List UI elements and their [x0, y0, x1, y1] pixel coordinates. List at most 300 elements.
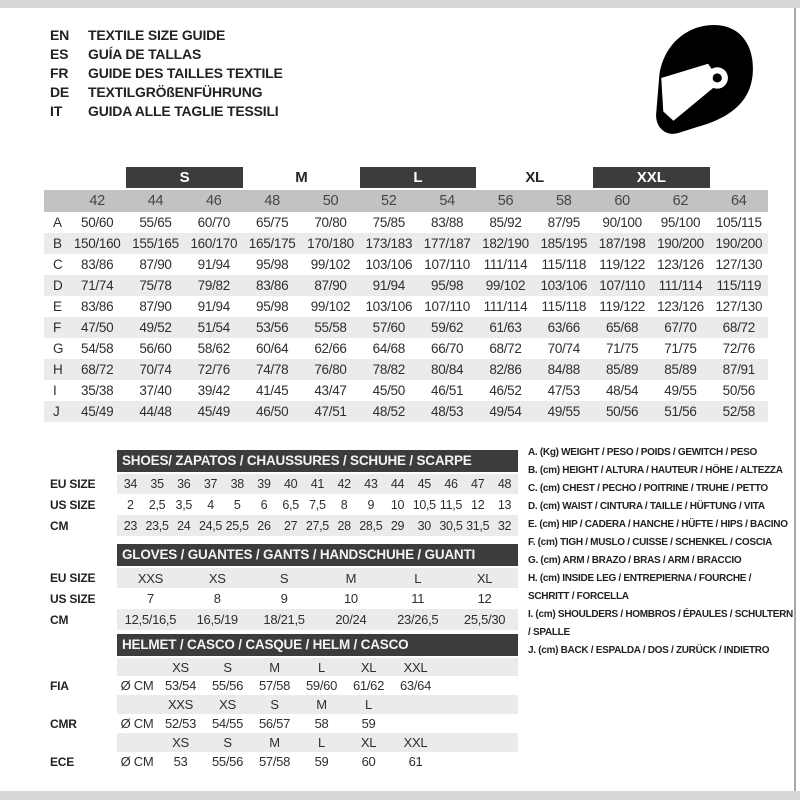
value-cell: 8	[213, 591, 221, 606]
value-cell: 56/60	[139, 341, 172, 356]
value-cell: 85/92	[489, 215, 522, 230]
value-cell: 12	[471, 497, 485, 512]
value-cell: 76/80	[301, 359, 359, 380]
value-cell: 45/49	[185, 401, 243, 422]
row-label: CM	[50, 609, 117, 630]
value-cell: 115/119	[710, 275, 768, 296]
value-cell: 18/21,5	[251, 609, 318, 630]
value-cell: 52/53	[164, 716, 197, 731]
value-cell: S	[251, 567, 318, 588]
value-cell: 44/48	[126, 401, 184, 422]
value-cell: 34	[117, 473, 144, 494]
size-cell: S	[204, 733, 251, 752]
value-cell: 58	[314, 716, 329, 731]
legend-item: C. (cm) CHEST / PECHO / POITRINE / TRUHE / PETTO	[528, 483, 768, 494]
measurement-row	[44, 212, 768, 233]
value-cell: 59	[361, 716, 376, 731]
row-label: B	[44, 233, 68, 254]
legend-item: A. (Kg) WEIGHT / PESO / POIDS / GEWITCH / PESO	[528, 447, 757, 458]
value-cell: 66/70	[430, 341, 464, 356]
value-cell: 56/57	[258, 716, 291, 731]
value-cell: 7,5	[309, 497, 326, 512]
bottom-frame-strip	[0, 791, 800, 800]
value-cell: 190/200	[651, 233, 709, 254]
size-cell: S	[251, 695, 298, 714]
row-label: CM	[50, 515, 117, 536]
value-cell: 68/72	[710, 317, 768, 338]
value-cell: 53/54	[164, 678, 197, 693]
value-cell: 37	[197, 473, 224, 494]
value-cell: 45/49	[68, 401, 126, 422]
value-cell: 187/198	[593, 233, 651, 254]
value-cell: XS	[184, 567, 251, 588]
size-cell: XXL	[392, 733, 439, 752]
measurement-row	[44, 359, 768, 380]
value-cell: 87/90	[139, 257, 172, 272]
value-cell: 10	[390, 497, 405, 512]
value-cell: 6	[260, 497, 268, 512]
top-frame-strip	[0, 0, 800, 8]
value-cell: 91/94	[360, 275, 418, 296]
value-cell: 123/126	[657, 299, 704, 314]
textile-table-body	[44, 212, 768, 422]
value-cell: 127/130	[715, 257, 763, 272]
language-code: IT	[50, 102, 63, 119]
value-cell: 111/114	[483, 257, 528, 272]
value-cell: 65/75	[256, 215, 289, 230]
size-cell: 44	[126, 190, 184, 212]
diameter-unit: Ø CM	[120, 678, 154, 693]
measurement-row	[44, 233, 768, 254]
value-cell: 68/72	[68, 359, 126, 380]
value-cell: 82/86	[476, 359, 534, 380]
value-cell: 45/50	[372, 383, 405, 398]
value-cell: 28,5	[357, 515, 384, 536]
value-cell: 53	[173, 754, 188, 769]
value-cell: 38	[224, 473, 251, 494]
value-cell: 27,5	[304, 515, 331, 536]
value-cell: 9	[280, 591, 288, 606]
value-cell: 63/64	[399, 678, 432, 693]
value-cell: 111/114	[483, 299, 528, 314]
value-cell: 51/54	[185, 317, 243, 338]
size-cell: L	[298, 733, 345, 752]
value-cell: 60	[361, 754, 376, 769]
shoes-title: SHOES/ ZAPATOS / CHAUSSURES / SCHUHE / SCARPE	[117, 450, 518, 472]
language-code: FR	[50, 64, 69, 81]
value-cell: 48/54	[605, 383, 639, 398]
value-cell: 50/56	[722, 383, 755, 398]
value-cell: 71/75	[605, 341, 639, 356]
row-label: D	[44, 275, 68, 296]
value-cell: 190/200	[710, 233, 768, 254]
value-cell: 103/106	[535, 275, 593, 296]
size-cell: 60	[593, 190, 651, 212]
value-cell: 59/60	[305, 678, 338, 693]
measurement-row	[44, 338, 768, 359]
value-cell: 91/94	[197, 257, 230, 272]
row-label: I	[53, 383, 57, 398]
value-cell: 49/52	[126, 317, 184, 338]
value-cell: 11	[411, 591, 425, 606]
value-cell: 170/180	[301, 233, 359, 254]
value-cell: 24	[170, 515, 197, 536]
row-label: H	[44, 359, 68, 380]
value-cell: 70/80	[314, 215, 347, 230]
value-cell: 46/52	[489, 383, 522, 398]
value-cell: XL	[451, 567, 518, 588]
helmet-title: HELMET / CASCO / CASQUE / HELM / CASCO	[117, 634, 518, 656]
size-cell: 52	[360, 190, 418, 212]
value-cell: 10,5	[412, 497, 436, 512]
measurement-row	[44, 296, 768, 317]
size-cell: 58	[535, 190, 593, 212]
legend-item: E. (cm) HIP / CADERA / HANCHE / HÜFTE / HIPS / BACINO	[528, 519, 788, 530]
legend-item: B. (cm) HEIGHT / ALTURA / HAUTEUR / HÖHE / ALTEZZA	[528, 465, 783, 476]
value-cell: 87/95	[547, 215, 580, 230]
size-cell: XXL	[392, 657, 439, 676]
language-code: EN	[50, 26, 70, 43]
value-cell: 35	[144, 473, 171, 494]
gloves-table	[50, 544, 518, 630]
helmet-sizes-row	[50, 695, 518, 714]
value-cell: 20/24	[317, 609, 384, 630]
helmet-title-row	[50, 634, 518, 657]
value-cell: 107/110	[424, 299, 470, 314]
value-cell: 39	[251, 473, 278, 494]
value-cell: 105/115	[715, 215, 762, 230]
value-cell: 61	[408, 754, 423, 769]
value-cell: 36	[170, 473, 197, 494]
value-cell: 127/130	[715, 299, 763, 314]
value-cell: 75/78	[126, 275, 184, 296]
value-cell: 72/76	[722, 341, 755, 356]
legend-item: H. (cm) INSIDE LEG / ENTREPIERNA / FOURCHE / SCHRITT / FORCELLA	[528, 573, 752, 602]
diameter-unit: Ø CM	[120, 754, 154, 769]
size-cell: M	[251, 657, 298, 676]
row-label: G	[53, 341, 64, 356]
language-label: GUIDE DES TAILLES TEXTILE	[88, 64, 283, 81]
helmet-sizes-row	[50, 657, 518, 676]
legend-item: D. (cm) WAIST / CINTURA / TAILLE / HÜFTUNG / VITA	[528, 501, 765, 512]
value-cell: 25,5/30	[451, 609, 518, 630]
value-cell: 2,5	[148, 497, 166, 512]
value-cell: 41/45	[256, 383, 289, 398]
language-label: GUÍA DE TALLAS	[88, 45, 202, 62]
value-cell: 7	[146, 591, 154, 606]
value-cell: 12	[477, 591, 492, 606]
value-cell: 9	[367, 497, 375, 512]
size-cell: XL	[345, 733, 392, 752]
language-code: ES	[50, 45, 69, 62]
value-cell: 79/82	[185, 275, 243, 296]
value-cell: 30	[411, 515, 438, 536]
value-cell: 8	[340, 497, 348, 512]
size-cell: 54	[418, 190, 476, 212]
language-label: GUIDA ALLE TAGLIE TESSILI	[88, 102, 279, 119]
value-cell: 49/55	[535, 401, 593, 422]
value-cell: 95/100	[660, 215, 701, 230]
value-cell: 68/72	[489, 341, 522, 356]
value-cell: 103/106	[365, 257, 413, 272]
value-cell: 23	[117, 515, 144, 536]
value-cell: 40	[277, 473, 304, 494]
value-cell: 44	[384, 473, 411, 494]
size-cell	[392, 695, 439, 714]
value-cell: 46	[438, 473, 465, 494]
value-cell	[392, 714, 439, 733]
language-row	[50, 101, 283, 120]
size-cell: L	[345, 695, 392, 714]
standard-label: ECE	[50, 752, 117, 771]
value-cell: 52/58	[710, 401, 768, 422]
value-cell: 160/170	[185, 233, 243, 254]
size-cell: 62	[651, 190, 709, 212]
value-cell: 53/56	[243, 317, 301, 338]
value-cell: 50/56	[593, 401, 651, 422]
measurement-row	[44, 380, 768, 401]
size-row	[50, 567, 518, 588]
value-cell: 3,5	[175, 497, 193, 512]
value-cell: 107/110	[593, 275, 651, 296]
value-cell: 65/68	[593, 317, 651, 338]
measurement-row	[44, 275, 768, 296]
value-cell: 55/65	[139, 215, 172, 230]
value-cell: 61/62	[352, 678, 385, 693]
value-cell: 45	[411, 473, 438, 494]
value-cell: 5	[233, 497, 241, 512]
value-cell: 57/60	[360, 317, 418, 338]
value-cell: 59	[314, 754, 329, 769]
size-cell: XS	[157, 733, 204, 752]
size-cell: XL	[345, 657, 392, 676]
language-label: TEXTILGRÖßENFÜHRUNG	[88, 83, 263, 100]
legend-item: G. (cm) ARM / BRAZO / BRAS / ARM / BRACCIO	[528, 555, 742, 566]
language-row	[50, 44, 283, 63]
value-cell: 95/98	[256, 299, 289, 314]
value-cell: 12,5/16,5	[117, 609, 184, 630]
value-cell: 165/175	[243, 233, 301, 254]
size-cell: 64	[710, 190, 768, 212]
value-cell: 83/86	[243, 275, 301, 296]
value-cell: XXS	[117, 567, 184, 588]
value-cell: 61/63	[476, 317, 534, 338]
value-cell: 48/52	[360, 401, 418, 422]
value-cell: 99/102	[310, 299, 351, 314]
value-cell: 85/89	[651, 359, 709, 380]
value-cell: L	[384, 567, 451, 588]
gloves-table-body	[50, 567, 518, 630]
gloves-title-row	[50, 544, 518, 567]
value-cell: 4	[207, 497, 214, 512]
textile-size-table	[44, 167, 768, 422]
shoes-table-body	[50, 473, 518, 536]
value-cell: 84/88	[535, 359, 593, 380]
value-cell: 67/70	[651, 317, 709, 338]
value-cell: 85/89	[593, 359, 651, 380]
value-cell: 83/86	[81, 299, 114, 314]
size-group-label: XL	[525, 169, 544, 186]
value-cell: 95/98	[418, 275, 476, 296]
size-cell: XS	[204, 695, 251, 714]
value-cell: 87/90	[301, 275, 359, 296]
value-cell: 71/74	[68, 275, 126, 296]
gloves-title: GLOVES / GUANTES / GANTS / HANDSCHUHE / GUANTI	[117, 544, 518, 566]
size-group-label: L	[360, 167, 477, 188]
value-cell: 47/51	[301, 401, 359, 422]
value-cell: M	[317, 567, 384, 588]
language-row	[50, 25, 283, 44]
measurement-row	[44, 401, 768, 422]
helmet-values-row	[50, 676, 518, 695]
value-cell: 46/50	[243, 401, 301, 422]
value-cell: 72/76	[185, 359, 243, 380]
size-row	[50, 588, 518, 609]
value-cell: 111/114	[651, 275, 709, 296]
value-cell: 119/122	[599, 299, 645, 314]
value-cell: 83/88	[430, 215, 464, 230]
value-cell: 62/66	[314, 341, 347, 356]
value-cell: 32	[491, 515, 518, 536]
row-label: F	[44, 317, 68, 338]
value-cell: 27	[277, 515, 304, 536]
value-cell: 119/122	[599, 257, 645, 272]
size-cell: 48	[243, 190, 301, 212]
row-label: A	[53, 215, 62, 230]
helmet-values-row	[50, 752, 518, 771]
value-cell: 123/126	[657, 257, 704, 272]
value-cell: 54/58	[81, 341, 114, 356]
size-group-label: XXL	[593, 167, 710, 188]
language-row	[50, 82, 283, 101]
value-cell: 29	[384, 515, 411, 536]
value-cell: 10	[343, 591, 358, 606]
value-cell: 37/40	[139, 383, 172, 398]
value-cell: 70/74	[547, 341, 580, 356]
size-cell: L	[298, 657, 345, 676]
value-cell: 87/90	[139, 299, 172, 314]
size-cell: 50	[301, 190, 359, 212]
value-cell: 155/165	[126, 233, 184, 254]
shoes-table	[50, 450, 518, 536]
diameter-unit: Ø CM	[120, 716, 154, 731]
value-cell: 182/190	[476, 233, 534, 254]
right-frame-line	[794, 8, 796, 791]
value-cell: 55/56	[211, 678, 244, 693]
value-cell: 60/70	[197, 215, 230, 230]
value-cell: 13	[497, 497, 512, 512]
language-code: DE	[50, 83, 70, 100]
value-cell: 23,5	[144, 515, 171, 536]
value-cell: 99/102	[476, 275, 534, 296]
measurement-row	[44, 317, 768, 338]
language-title-block	[50, 25, 283, 120]
row-label: EU SIZE	[50, 473, 117, 494]
standard-label: FIA	[50, 676, 117, 695]
value-cell: 99/102	[310, 257, 351, 272]
row-label: J	[44, 401, 68, 422]
size-cell: 56	[476, 190, 534, 212]
value-cell: 115/118	[541, 299, 587, 314]
value-cell: 83/86	[81, 257, 114, 272]
value-cell: 43/47	[314, 383, 347, 398]
value-cell: 60/64	[256, 341, 289, 356]
value-cell: 11,5	[439, 497, 463, 512]
value-cell: 55/56	[211, 754, 244, 769]
value-cell: 31,5	[464, 515, 491, 536]
value-cell: 48/53	[418, 401, 476, 422]
value-cell: 57/58	[258, 678, 291, 693]
size-cell: XS	[157, 657, 204, 676]
size-row	[50, 494, 518, 515]
value-cell: 57/58	[258, 754, 291, 769]
value-cell: 70/74	[126, 359, 184, 380]
value-cell: 115/118	[541, 257, 587, 272]
language-row	[50, 63, 283, 82]
value-cell: 103/106	[365, 299, 413, 314]
value-cell: 25,5	[224, 515, 251, 536]
size-cell: S	[204, 657, 251, 676]
textile-table-head	[44, 167, 768, 212]
value-cell: 43	[357, 473, 384, 494]
legend-item: I. (cm) SHOULDERS / HOMBROS / ÉPAULES / SCHULTERN / SPALLE	[528, 609, 793, 638]
row-label: US SIZE	[50, 494, 117, 515]
value-cell: 55/58	[301, 317, 359, 338]
value-cell: 47/53	[547, 383, 580, 398]
value-cell: 75/85	[372, 215, 405, 230]
size-row	[50, 609, 518, 630]
size-cell: M	[251, 733, 298, 752]
size-cell: M	[298, 695, 345, 714]
value-cell: 87/91	[710, 359, 768, 380]
value-cell: 150/160	[68, 233, 126, 254]
value-cell: 185/195	[535, 233, 593, 254]
value-cell: 58/62	[197, 341, 230, 356]
value-cell: 35/38	[81, 383, 114, 398]
helmet-table	[50, 634, 518, 771]
value-cell: 71/75	[664, 341, 697, 356]
legend-item: J. (cm) BACK / ESPALDA / DOS / ZURÜCK / INDIETRO	[528, 645, 770, 656]
value-cell: 16,5/19	[184, 609, 251, 630]
size-header-row	[44, 190, 768, 212]
size-group-label: S	[126, 167, 243, 188]
value-cell: 47/50	[68, 317, 126, 338]
value-cell: 46/51	[430, 383, 464, 398]
measurement-legend	[528, 444, 794, 660]
size-group-row	[44, 167, 768, 190]
legend-item: F. (cm) TIGH / MUSLO / CUISSE / SCHENKEL / COSCIA	[528, 537, 773, 548]
row-label: EU SIZE	[50, 567, 117, 588]
value-cell: 48	[491, 473, 518, 494]
helmet-table-body	[50, 657, 518, 771]
racing-helmet-icon	[652, 24, 756, 138]
row-label: E	[53, 299, 62, 314]
size-group-label: M	[295, 169, 308, 186]
value-cell: 23/26,5	[384, 609, 451, 630]
row-label: US SIZE	[50, 588, 117, 609]
size-row	[50, 515, 518, 536]
value-cell: 47	[464, 473, 491, 494]
helmet-sizes-row	[50, 733, 518, 752]
helmet-values-row	[50, 714, 518, 733]
value-cell: 54/55	[211, 716, 244, 731]
value-cell: 30,5	[438, 515, 465, 536]
value-cell: 91/94	[197, 299, 230, 314]
value-cell: 28	[331, 515, 358, 536]
value-cell: 6,5	[282, 497, 299, 512]
value-cell: 64/68	[372, 341, 405, 356]
measurement-row	[44, 254, 768, 275]
